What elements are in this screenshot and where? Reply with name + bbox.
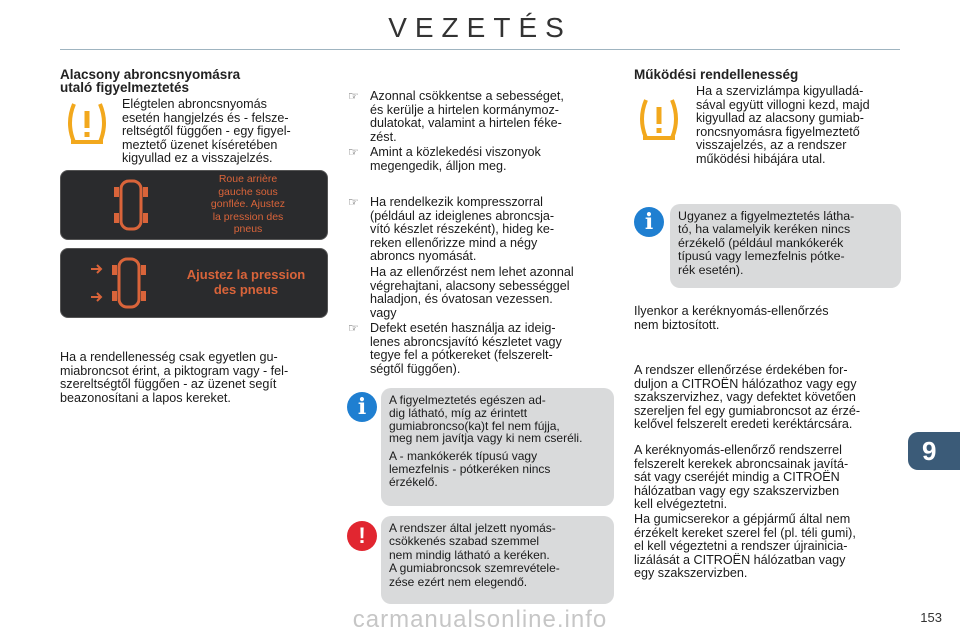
page-title: VEZETÉS	[388, 12, 572, 43]
tyre-pressure-warning-icon-right	[634, 94, 684, 149]
display-panel-adjust	[60, 248, 328, 318]
panel1-message: Roue arrière gauche sous gonflée. Ajustez la pression des pneus	[210, 173, 286, 235]
or-text: vagy	[370, 306, 397, 320]
watermark: carmanualsonline.info	[352, 606, 608, 633]
bullet-slow-down: ☞ Azonnal csökkentse a sebességet, és kerülje a hirtelen kormánymoz- dulatokat, valamint a hirtelen féke- zést.	[348, 89, 564, 144]
page-number: 153	[920, 610, 942, 625]
warning-box-visual-check: A rendszer által jelzett nyomás- csökkenés szabad szemmel nem mindig látható a keréken. A gumiabroncsok szemrevétele- zése ezért nem elegendő.	[381, 516, 614, 604]
info-icon: i	[347, 392, 377, 422]
bullet-compressor: ☞ Ha rendelkezik kompresszorral (például az ideiglenes abroncsja- vító készlet részeként), hideg ke- reken ellenőrizze mind a négy abroncs nyomását.	[348, 195, 555, 264]
bullet-stop: ☞ Amint a közlekedési viszonyok megengedik, álljon meg.	[348, 145, 541, 173]
info-box-warning-visible: A figyelmeztetés egészen ad- dig látható, míg az érintett gumiabroncso(ka)t fel nem fújja, meg nem javítja vagy ki nem cseréli. A - mankókerék típusú vagy lemezfelnis - pótkeréken nincs érzékelő.	[381, 388, 614, 506]
compressor-note: Ha az ellenőrzést nem lehet azonnal végrehajtani, alacsony sebességgel haladjon, és óvatosan vezessen.	[370, 265, 574, 307]
right-heading: Működési rendellenesség	[634, 67, 799, 82]
left-paragraph: Ha a rendellenesség csak egyetlen gu- miabroncsot érint, a piktogram vagy - fel- szereltségtől függően - az üzenet segít beazonosítani a lapos kereket.	[60, 350, 289, 405]
left-heading: Alacsony abroncsnyomásra utaló figyelmeztetés	[60, 67, 241, 95]
right-p3: A keréknyomás-ellenőrző rendszerrel felszerelt kerekek abroncsainak javítá- sát vagy cseréjét mindig a CITROËN hálózatban vagy egy szakszervizben kell elvégeztetni.	[634, 443, 849, 512]
warning-icon: !	[347, 521, 377, 551]
right-intro: Ha a szervizlámpa kigyulladá- sával együtt villogni kezd, majd kigyullad az alacsony gumiab- roncsnyomásra figyelmeztető visszajelzés, az a rendszer működési hibájára utal.	[696, 84, 870, 166]
header-rule	[60, 49, 900, 50]
info-box-no-sensor: Ugyanez a figyelmeztetés látha- tó, ha valamelyik keréken nincs érzékelő (például mankókerék típusú vagy lemezfelnis pótke- rék esetén).	[670, 204, 901, 288]
right-p1: Ilyenkor a keréknyomás-ellenőrzés nem biztosított.	[634, 304, 829, 332]
display-panel-rear-left	[60, 170, 328, 240]
panel2-message: Ajustez la pression des pneus	[186, 267, 306, 297]
tyre-pressure-warning-icon	[62, 98, 112, 153]
right-p4: Ha gumicserekor a gépjármű által nem érzékelt kereket szerel fel (pl. téli gumi), el kell végeztetni a rendszer újrainicia- lizálását a CITROËN hálózatban vagy egy szakszervizben.	[634, 512, 856, 581]
left-intro: Elégtelen abroncsnyomás esetén hangjelzés és - felsze- reltségtől függően - egy figyel- meztető üzenet kíséretében kigyullad ez a visszajelzés.	[122, 97, 291, 166]
bullet-puncture: ☞ Defekt esetén használja az ideig- lenes abroncsjavító készletet vagy tegye fel a pótkereket (felszerelt- ségtől függően).	[348, 321, 562, 376]
car-top-view-arrows-icon	[89, 253, 169, 313]
car-top-view-icon	[101, 175, 161, 235]
right-p2: A rendszer ellenőrzése érdekében for- duljon a CITROËN hálózathoz vagy egy szakszervizhez, vagy defektet követően szereljen fel egy gumiabroncsot az érzé- kelővel felszerelt eredeti keréktárcsára.	[634, 363, 861, 432]
chapter-tab[interactable]: 9	[908, 432, 960, 470]
info-icon-right: i	[634, 207, 664, 237]
